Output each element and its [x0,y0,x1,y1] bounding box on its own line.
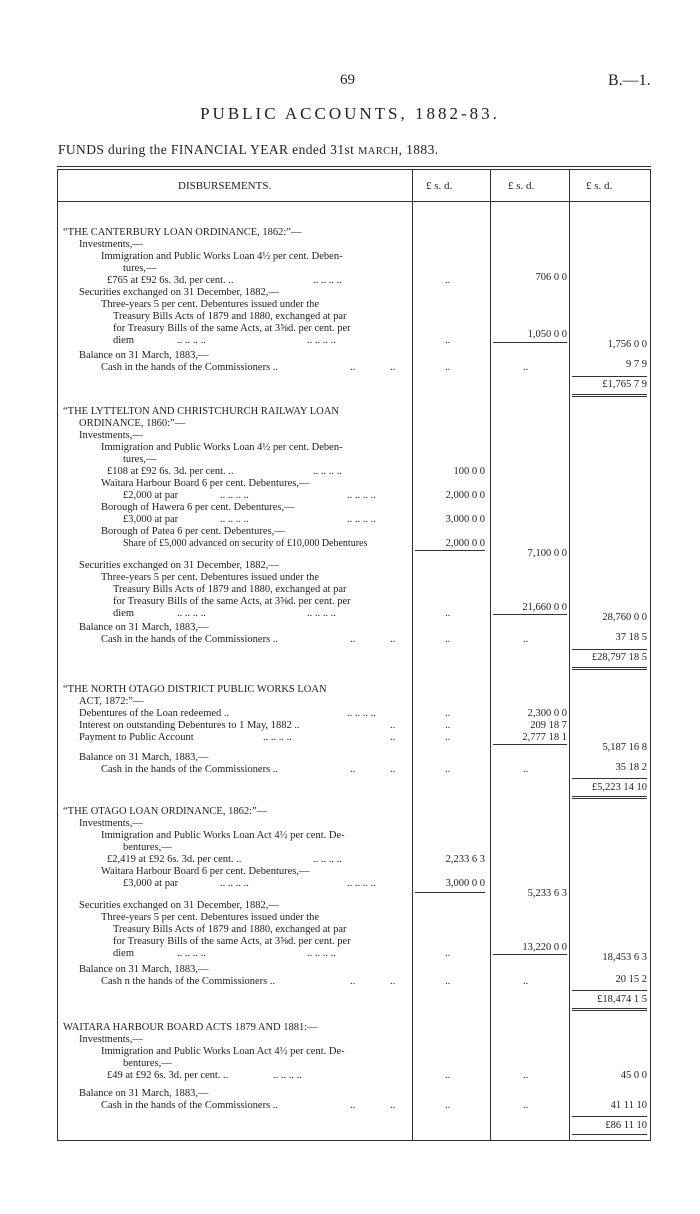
leader-dots: .. .. .. .. [220,490,249,501]
document-reference: B.—1. [608,72,651,89]
amount-value: 21,660 0 0 [522,602,567,613]
empty-dots: .. [445,1070,451,1081]
line-text: for Treasury Bills of the same Acts, at 3⅝d. per cent. per [113,323,351,334]
line-investments: Investments,— [79,1034,143,1045]
line-cash: Cash in the hands of the Commissioners .. [101,764,279,775]
line-text: Treasury Bills Acts of 1879 and 1880, exchanged at par [113,924,347,935]
empty-dots: .. [523,976,529,987]
empty-dots: .. [445,634,451,645]
section-title: “THE OTAGO LOAN ORDINANCE, 1862:”— [63,806,268,817]
cash-value: 41 11 10 [610,1100,647,1111]
subtitle-part-a: FUNDS during the FINANCIAL YEAR ended 31st [58,142,359,157]
line-investments: Investments,— [79,818,143,829]
line-text: Borough of Hawera 6 per cent. Debentures,— [101,502,295,513]
line-text: Payment to Public Account [79,732,194,743]
table-top-rule [57,166,651,167]
line-text: £3,000 at par [123,878,179,889]
line-text: Securities exchanged on 31 December, 1882,— [79,900,279,911]
leader-dots: .. [350,764,356,775]
amount-value: 45 0 0 [620,1070,647,1081]
empty-dots: .. [445,764,451,775]
line-text: £108 at £92 6s. 3d. per cent. .. [107,466,234,477]
sum-rule [572,1116,647,1117]
empty-dots: .. [445,335,451,346]
total-rule [572,1134,647,1135]
line-balance: Balance on 31 March, 1883,— [79,964,209,975]
empty-dots: .. [523,634,529,645]
page-title: PUBLIC ACCOUNTS, 1882-83. [200,104,500,123]
line-text: for Treasury Bills of the same Acts, at 3⅝d. per cent. per [113,936,351,947]
leader-dots: .. [350,976,356,987]
line-cash: Cash in the hands of the Commissioners .. [101,634,279,645]
leader-dots: .. .. .. .. [177,948,206,959]
leader-dots: .. .. .. .. [347,514,376,525]
investments-total: 7,100 0 0 [527,548,567,559]
line-text: Treasury Bills Acts of 1879 and 1880, exchanged at par [113,584,347,595]
disbursements-table [57,166,651,1141]
total-rule [572,796,647,797]
total-rule [572,669,647,670]
line-investments: Investments,— [79,430,143,441]
leader-dots: .. .. .. .. [307,608,336,619]
sum-rule [415,892,485,893]
line-text: tures,— [123,263,157,274]
sum-rule [572,990,647,991]
total-rule [572,394,647,395]
line-text: £2,419 at £92 6s. 3d. per cent. .. [107,854,242,865]
line-text: Three-years 5 per cent. Debentures issued under the [101,299,320,310]
amount-value: 2,300 0 0 [527,708,567,719]
empty-dots: .. [445,708,451,719]
leader-dots: .. .. .. .. [307,948,336,959]
empty-dots: .. [445,1100,451,1111]
sum-rule [572,778,647,779]
section-title: “THE LYTTELTON AND CHRISTCHURCH RAILWAY LOAN [63,406,339,417]
line-text: bentures,— [123,842,172,853]
section-total: £28,797 18 5 [591,652,647,663]
line-balance: Balance on 31 March, 1883,— [79,1088,209,1099]
total-rule [572,798,647,799]
empty-dots: .. [445,976,451,987]
leader-dots: .. .. .. .. [177,608,206,619]
sum-rule [493,614,567,615]
total-rule [572,1008,647,1009]
empty-dots: .. [445,720,451,731]
total-rule [572,1010,647,1011]
leader-dots: .. .. .. .. [347,490,376,501]
table-left-border [57,169,58,1140]
line-text: tures,— [123,454,157,465]
leader-dots: .. [350,1100,356,1111]
amount-value: 1,050 0 0 [527,329,567,340]
leader-dots: .. [390,1100,396,1111]
amount-value: 2,000 0 0 [445,538,485,549]
leader-dots: .. .. .. .. [347,708,376,719]
section-title: “THE NORTH OTAGO DISTRICT PUBLIC WORKS LOAN [63,684,327,695]
amount-value: 2,000 0 0 [445,490,485,501]
leader-dots: .. [390,732,396,743]
section-total: £1,765 7 9 [602,379,647,390]
line-text: Immigration and Public Works Loan 4½ per cent. Deben- [101,442,343,453]
section-title: “THE CANTERBURY LOAN ORDINANCE, 1862:”— [63,227,302,238]
sum-rule [572,376,647,377]
amount-value: 100 0 0 [453,466,485,477]
column-divider-3 [569,169,570,1140]
empty-dots: .. [445,362,451,373]
cash-value: 37 18 5 [615,632,647,643]
line-text: Debentures of the Loan redeemed .. [79,708,230,719]
line-text: £2,000 at par [123,490,179,501]
leader-dots: .. [350,634,356,645]
leader-dots: .. .. .. .. [177,335,206,346]
empty-dots: .. [523,362,529,373]
cash-value: 35 18 2 [615,762,647,773]
investments-total: 5,233 6 3 [527,888,567,899]
column-header-amount-2: £ s. d. [508,180,535,192]
leader-dots: .. .. .. .. [313,275,342,286]
table-bottom-rule [57,1140,651,1141]
amount-value: 13,220 0 0 [522,942,567,953]
empty-dots: .. [445,948,451,959]
subtotal-value: 18,453 6 3 [602,952,647,963]
leader-dots: .. .. .. .. [220,514,249,525]
cash-value: 9 7 9 [626,359,647,370]
line-text: Three-years 5 per cent. Debentures issued under the [101,912,320,923]
line-text: £49 at £92 6s. 3d. per cent. .. [107,1070,229,1081]
subtotal-value: 28,760 0 0 [602,612,647,623]
line-text: Interest on outstanding Debentures to 1 May, 1882 .. [79,720,300,731]
leader-dots: .. [390,976,396,987]
line-balance: Balance on 31 March, 1883,— [79,350,209,361]
page-subtitle [58,142,439,158]
leader-dots: .. [390,634,396,645]
subtotal-value: 1,756 0 0 [607,339,647,350]
section-title: ACT, 1872:”— [79,696,144,707]
leader-dots: .. [390,720,396,731]
empty-dots: .. [445,275,451,286]
line-text: Share of £5,000 advanced on security of £10,000 Debentures [123,538,368,549]
leader-dots: .. .. .. .. [263,732,292,743]
column-header-disbursements: DISBURSEMENTS. [178,180,272,192]
line-text: diem [113,948,134,959]
section-title: WAITARA HARBOUR BOARD ACTS 1879 AND 1881:— [63,1022,318,1033]
line-text: diem [113,608,134,619]
section-total: £5,223 14 10 [591,782,647,793]
leader-dots: .. .. .. .. [307,335,336,346]
table-right-border [650,169,651,1140]
table-header-rule [57,201,651,202]
sum-rule [493,342,567,343]
sum-rule [493,744,567,745]
sum-rule [572,649,647,650]
subtotal-value: 5,187 16 8 [602,742,647,753]
amount-value: 2,233 6 3 [445,854,485,865]
empty-dots: .. [445,608,451,619]
line-text: bentures,— [123,1058,172,1069]
column-divider-1 [412,169,413,1140]
leader-dots: .. [350,362,356,373]
total-rule [572,667,647,668]
line-text: Waitara Harbour Board 6 per cent. Debentures,— [101,866,310,877]
line-text: Borough of Patea 6 per cent. Debentures,— [101,526,285,537]
line-text: Immigration and Public Works Loan Act 4½ per cent. De- [101,1046,345,1057]
leader-dots: .. .. .. .. [313,854,342,865]
leader-dots: .. .. .. .. [347,878,376,889]
line-text: Immigration and Public Works Loan 4½ per cent. Deben- [101,251,343,262]
line-text: Waitara Harbour Board 6 per cent. Debentures,— [101,478,310,489]
line-text: £765 at £92 6s. 3d. per cent. .. [107,275,234,286]
line-cash: Cash in the hands of the Commissioners .. [101,1100,279,1111]
amount-value: 706 0 0 [535,272,567,283]
section-total: £86 11 10 [605,1120,647,1131]
amount-value: 3,000 0 0 [445,878,485,889]
sum-rule [493,954,567,955]
line-text: £3,000 at par [123,514,179,525]
line-text: Immigration and Public Works Loan Act 4½ per cent. De- [101,830,345,841]
total-rule [572,396,647,397]
line-text: Securities exchanged on 31 December, 1882,— [79,287,279,298]
sum-rule [415,550,485,551]
line-cash: Cash in the hands of the Commissioners .. [101,362,279,373]
line-text: for Treasury Bills of the same Acts, at 3⅝d. per cent. per [113,596,351,607]
amount-value: 209 18 7 [530,720,567,731]
page-number: 69 [340,72,355,88]
amount-value: 2,777 18 1 [522,732,567,743]
cash-value: 20 15 2 [615,974,647,985]
line-text: Treasury Bills Acts of 1879 and 1880, exchanged at par [113,311,347,322]
leader-dots: .. .. .. .. [313,466,342,477]
section-total: £18,474 1 5 [597,994,647,1005]
subtitle-month: MARCH [358,146,399,157]
line-text: Three-years 5 per cent. Debentures issued under the [101,572,320,583]
line-cash: Cash n the hands of the Commissioners .. [101,976,276,987]
leader-dots: .. [390,764,396,775]
column-header-amount-3: £ s. d. [586,180,613,192]
column-divider-2 [490,169,491,1140]
subtitle-part-b: , 1883. [398,142,439,157]
leader-dots: .. [390,362,396,373]
table-top-rule-inner [57,169,651,170]
line-balance: Balance on 31 March, 1883,— [79,752,209,763]
amount-value: 3,000 0 0 [445,514,485,525]
line-balance: Balance on 31 March, 1883,— [79,622,209,633]
empty-dots: .. [523,764,529,775]
line-investments: Investments,— [79,239,143,250]
line-text: Securities exchanged on 31 December, 1882,— [79,560,279,571]
leader-dots: .. .. .. .. [273,1070,302,1081]
empty-dots: .. [523,1100,529,1111]
column-header-amount-1: £ s. d. [426,180,453,192]
empty-dots: .. [445,732,451,743]
leader-dots: .. .. .. .. [220,878,249,889]
line-text: diem [113,335,134,346]
section-title: ORDINANCE, 1860:”— [79,418,186,429]
empty-dots: .. [523,1070,529,1081]
